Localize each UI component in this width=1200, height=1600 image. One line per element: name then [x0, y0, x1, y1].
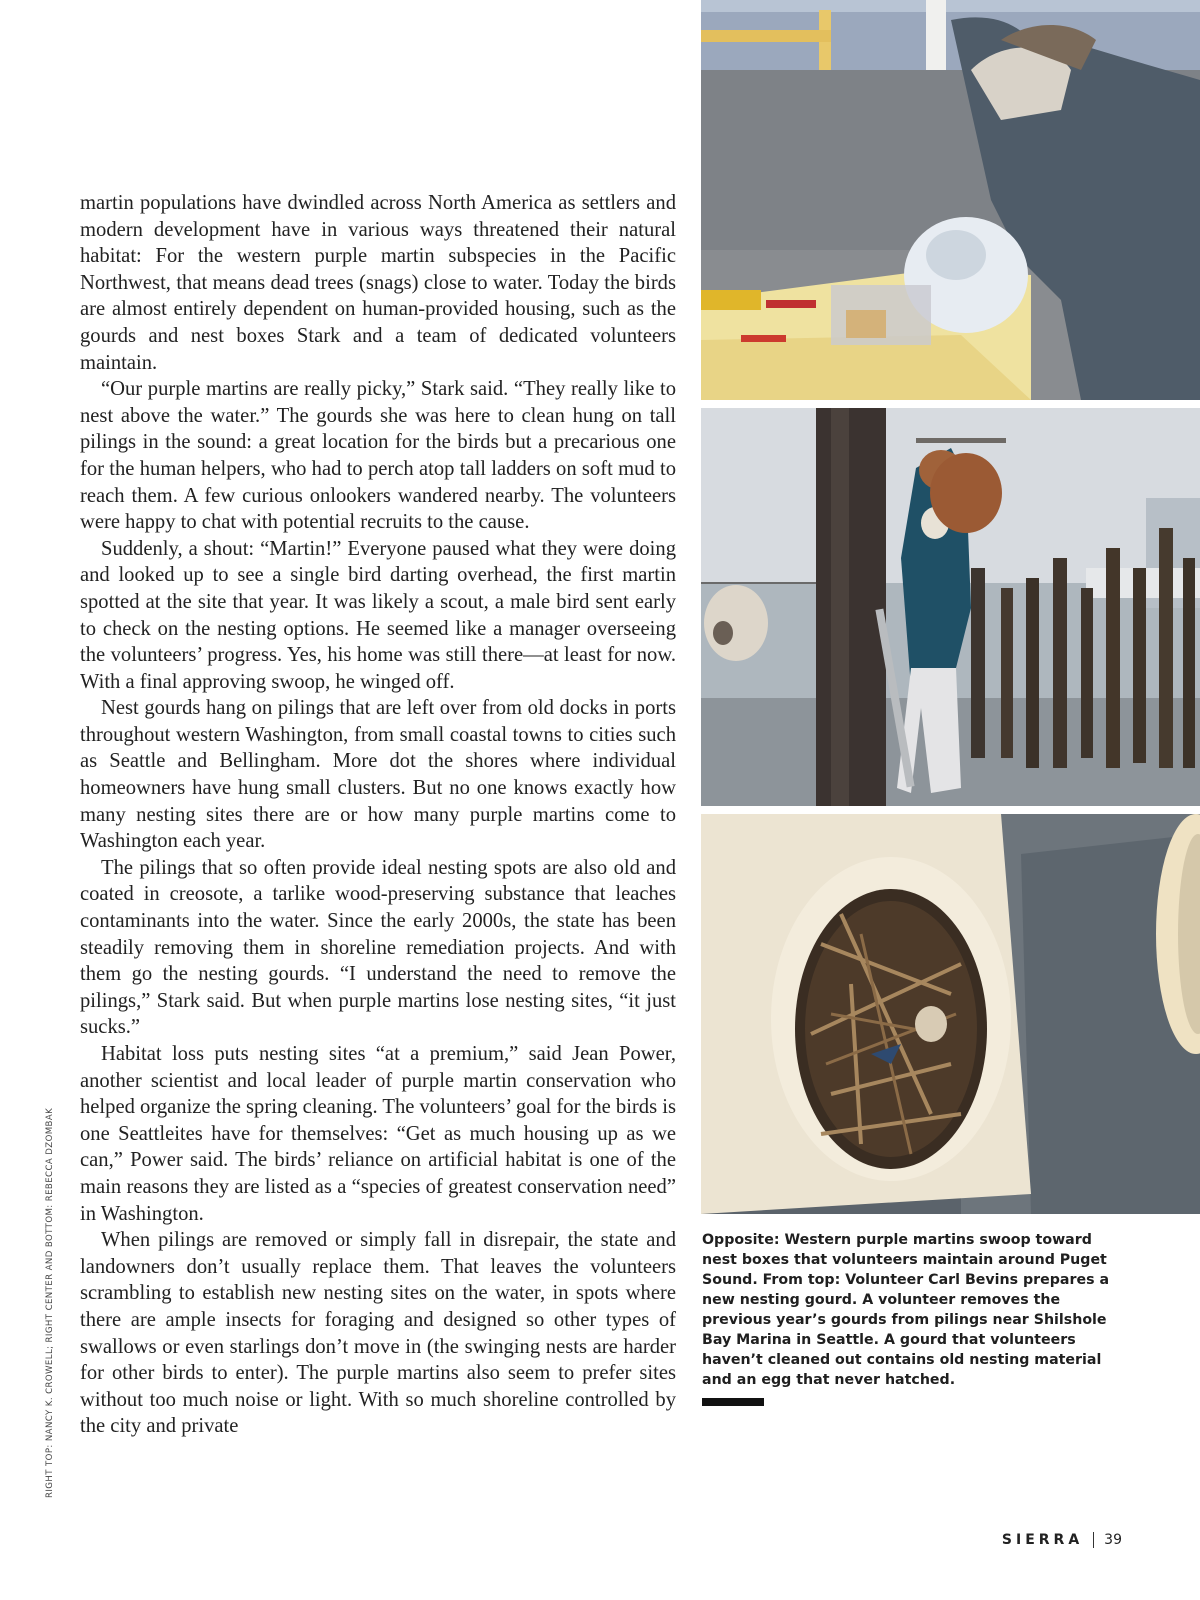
article-paragraph: Suddenly, a shout: “Martin!” Everyone paused what they were doing and looked up to see a single bird darting overhead, the first martin spotted at the site that year. It was likely a scout, a male bird sent early to check on the nesting options. He seemed like a manager overseeing the volunteers’ progress. Yes, his home was still there—at least for now. With a final approving swoop, he winged off. [80, 537, 676, 693]
article-paragraph: The pilings that so often provide ideal nesting spots are also old and coated in creosote, a tarlike wood-preserving substance that leaches contaminants into the water. Since the early 2000s, the state has been steadily removing them in shoreline remediation projects. And with them go the nesting gourds. “I understand the need to remove the pilings,” Stark said. But when purple martins lose nesting sites, “it just sucks.” [80, 856, 676, 1039]
folio [1002, 1532, 1122, 1548]
photo-uncleaned-gourd-with-egg [701, 814, 1200, 1214]
page-number: 39 [1104, 1532, 1122, 1548]
photo-credit: RIGHT TOP: NANCY K. CROWELL; RIGHT CENTER AND BOTTOM: REBECCA DZOMBAK [45, 1107, 55, 1498]
caption-rule [702, 1398, 764, 1406]
article-paragraph: Habitat loss puts nesting sites “at a premium,” said Jean Power, another scientist and local leader of purple martin conservation who helped organize the spring cleaning. The volunteers’ goal for the birds is one Seattleites have for themselves: “Get as much housing up as we can,” Power said. The birds’ reliance on artificial habitat is one of the main reasons they are listed as a “species of greatest conservation need” in Washington. [80, 1043, 676, 1225]
photo-volunteer-preparing-gourd [701, 0, 1200, 400]
article-paragraph: martin populations have dwindled across North America as settlers and modern development have in various ways threatened their natural habitat: For the western purple martin subspecies in the Pacific Northwest, that means dead trees (snags) close to water. Today the birds are almost entirely dependent on human-provided housing, such as the gourds and nest boxes Stark and a team of dedicated volunteers maintain. [80, 192, 676, 374]
photo-volunteer-removing-gourds [701, 408, 1200, 806]
article-paragraph: Nest gourds hang on pilings that are left over from old docks in ports throughout western Washington, from small coastal towns to cities such as Seattle and Bellingham. More dot the shores where individual homeowners have hung small clusters. But no one knows exactly how many nesting sites there are or how many purple martins come to Washington each year. [80, 697, 676, 853]
photo-caption: Opposite: Western purple martins swoop toward nest boxes that volunteers maintain around Puget Sound. From top: Volunteer Carl Bevins prepares a new nesting gourd. A volunteer removes the previous year’s gourds from pilings near Shilshole Bay Marina in Seattle. A gourd that volunteers haven’t cleaned out contains old nesting material and an egg that never hatched. [702, 1232, 1110, 1388]
magazine-name: SIERRA [1001, 1532, 1084, 1548]
article-paragraph: “Our purple martins are really picky,” Stark said. “They really like to nest above the water.” The gourds she was here to clean hung on tall pilings in the sound: a great location for the birds but a precarious one for the human helpers, who had to perch atop tall ladders on soft mud to reach them. A few curious onlookers wandered nearby. The volunteers were happy to chat with potential recruits to the cause. [80, 378, 676, 534]
article-paragraph: When pilings are removed or simply fall in disrepair, the state and landowners don’t usually replace them. That leaves the volunteers scrambling to establish new nesting sites on the water, in spots where there are ample insects for foraging and designed so other types of swallows or even starlings don’t move in (the swinging nests are harder for other birds to enter). The purple martins also seem to prefer sites without too much noise or light. With so much shoreline controlled by the city and private [80, 1229, 676, 1438]
folio-divider [1093, 1532, 1094, 1548]
article-body [80, 190, 676, 1440]
